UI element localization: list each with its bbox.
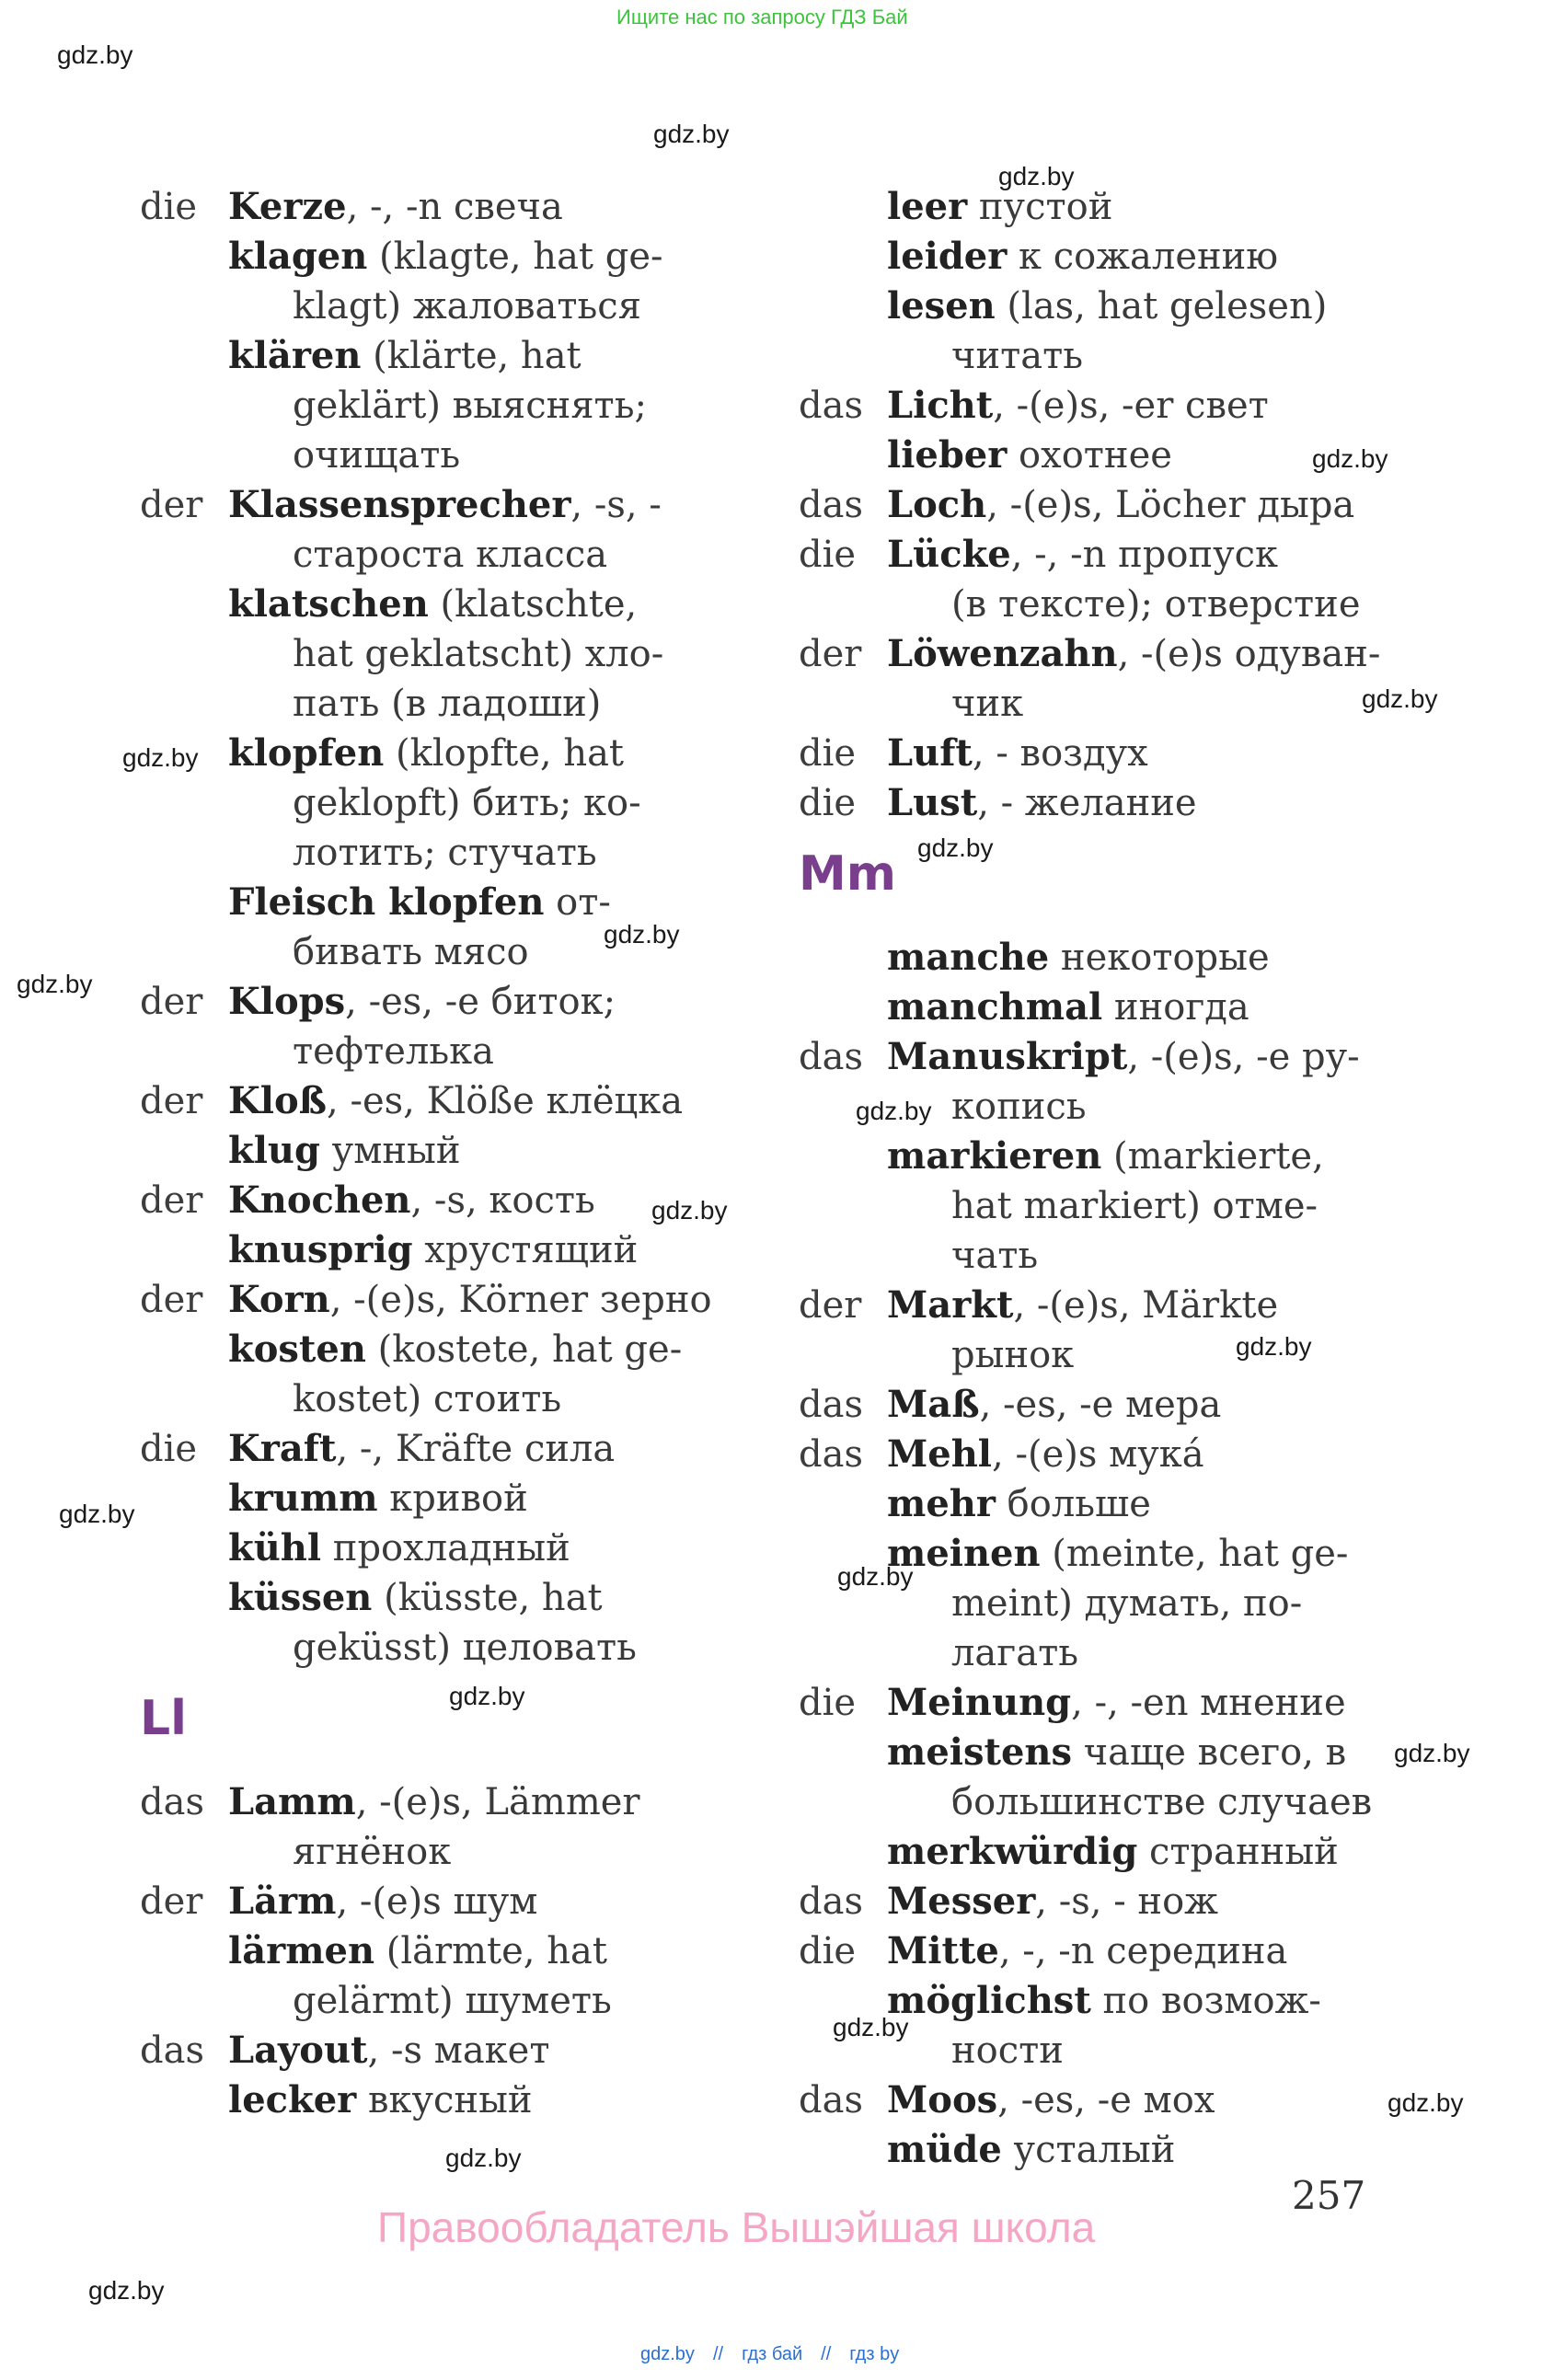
entry-continuation — [951, 1777, 1372, 1827]
entry-definition: geklärt) выяснять; — [293, 385, 647, 427]
entry-definition: некоторые — [1049, 937, 1270, 979]
entry-continuation — [951, 1082, 1087, 1132]
entry-headword: Loch — [887, 483, 987, 526]
dictionary-line — [0, 1430, 1543, 1479]
entry-text — [887, 530, 1278, 580]
dictionary-line — [0, 778, 1543, 828]
dictionary-line — [0, 282, 1543, 331]
entry-definition: (klärte, hat — [361, 335, 582, 377]
entry-article: die — [140, 186, 198, 228]
dictionary-line — [0, 1628, 1543, 1678]
entry-definition: (в тексте); отверстие — [951, 583, 1361, 626]
entry-headword: lecker — [228, 2078, 357, 2121]
watermark: gdz.by — [837, 1562, 914, 1591]
entry-definition: , -es, -e мера — [979, 1384, 1222, 1426]
entry-article: die — [799, 732, 857, 775]
entry-continuation — [951, 679, 1023, 729]
dictionary-line — [0, 1877, 1543, 1926]
entry-definition: читать — [951, 335, 1083, 377]
entry-definition: (meinte, hat ge- — [1040, 1533, 1349, 1575]
entry-text — [887, 1032, 1360, 1082]
entry-headword: möglichst — [887, 1979, 1091, 2022]
dictionary-line — [0, 530, 1543, 580]
dictionary-line — [0, 232, 1543, 282]
entry-definition: (lärmte, hat — [374, 1930, 607, 1972]
entry-text — [887, 1380, 1221, 1430]
entry-text — [887, 1430, 1204, 1479]
entry-definition: пустой — [967, 186, 1113, 228]
dictionary-line — [0, 1380, 1543, 1430]
dictionary-line — [0, 381, 1543, 431]
entry-definition: , -, -n свеча — [346, 186, 563, 228]
entry-text — [887, 1926, 1287, 1976]
top-search-note: Ищите нас по запросу ГДЗ Бай — [616, 6, 908, 29]
entry-definition: лагать — [951, 1632, 1078, 1674]
dictionary-line — [0, 331, 1543, 381]
entry-headword: Kloß — [228, 1079, 328, 1122]
dictionary-line — [0, 2125, 1543, 2175]
watermark: gdz.by — [651, 1196, 728, 1224]
entry-text — [887, 431, 1172, 480]
entry-article: der — [140, 1179, 203, 1222]
entry-text — [887, 1678, 1346, 1728]
entry-text — [887, 1877, 1218, 1926]
section-letter: Ll — [140, 1691, 187, 1746]
entry-article: das — [799, 1433, 863, 1476]
entry-headword: Licht — [887, 384, 994, 427]
entry-definition: (küsste, hat — [372, 1577, 603, 1619]
watermark: gdz.by — [917, 834, 994, 862]
entry-headword: Meinung — [887, 1681, 1072, 1724]
entry-definition: geküsst) целовать — [293, 1627, 637, 1669]
entry-definition: пать (в ладоши) — [293, 683, 602, 725]
entry-continuation — [951, 1231, 1038, 1281]
dictionary-line — [0, 1827, 1543, 1877]
entry-headword: Lamm — [228, 1780, 356, 1823]
section-letter: Mm — [799, 846, 896, 902]
watermark: gdz.by — [998, 162, 1075, 190]
entry-article: der — [140, 484, 203, 526]
dictionary-line — [0, 580, 1543, 629]
entry-definition: , -(e)s, -e ру- — [1127, 1036, 1360, 1078]
entry-article: der — [140, 1080, 203, 1122]
entry-headword: leer — [887, 185, 968, 228]
entry-definition: , -s, кость — [410, 1179, 595, 1222]
entry-definition: , -(e)s, Körner зерно — [329, 1279, 712, 1321]
watermark: gdz.by — [1362, 684, 1438, 713]
dictionary-line — [0, 1330, 1543, 1380]
entry-text — [887, 729, 1148, 778]
dictionary-line — [0, 933, 1543, 983]
entry-article: die — [799, 534, 857, 576]
link-separator: // — [712, 2344, 724, 2364]
entry-article: die — [799, 782, 857, 824]
entry-headword: knusprig — [228, 1228, 413, 1271]
entry-definition: чик — [951, 683, 1024, 725]
entry-definition: , -(e)s шум — [336, 1880, 538, 1923]
entry-headword: krumm — [228, 1477, 378, 1520]
dictionary-line — [0, 983, 1543, 1032]
entry-definition: иногда — [1102, 986, 1249, 1029]
entry-headword: Luft — [887, 731, 973, 775]
entry-definition: , -(e)s, Lämmer — [355, 1781, 640, 1823]
watermark: gdz.by — [1388, 2088, 1464, 2117]
watermark: gdz.by — [1236, 1332, 1312, 1361]
entry-definition: усталый — [1001, 2129, 1176, 2171]
entry-article: das — [799, 385, 863, 427]
entry-continuation — [293, 828, 597, 878]
entry-continuation — [951, 1628, 1078, 1678]
entry-article: das — [140, 1781, 204, 1823]
entry-text — [887, 480, 1354, 530]
entry-headword: Maß — [887, 1383, 980, 1426]
entry-definition: , -es, -e биток; — [345, 981, 616, 1023]
watermark: gdz.by — [653, 120, 730, 148]
watermark: gdz.by — [833, 2013, 909, 2041]
entry-headword: Knochen — [228, 1179, 411, 1222]
watermark: gdz.by — [445, 2144, 522, 2172]
dictionary-line — [0, 1082, 1543, 1132]
entry-definition: чаще всего, в — [1072, 1731, 1347, 1774]
entry-definition: копись — [951, 1086, 1087, 1128]
entry-headword: Moos — [887, 2078, 998, 2121]
watermark: gdz.by — [88, 2276, 165, 2305]
entry-definition: (klagte, hat ge- — [367, 236, 663, 278]
entry-definition: умный — [319, 1130, 461, 1172]
dictionary-line — [0, 729, 1543, 778]
entry-headword: Lust — [887, 781, 978, 824]
entry-definition: староста класса — [293, 534, 608, 576]
link-gdz-by[interactable]: gdz.by — [640, 2344, 695, 2364]
dictionary-line — [0, 1281, 1543, 1330]
entry-definition: (las, hat gelesen) — [995, 285, 1328, 328]
entry-definition: от- — [544, 881, 611, 924]
watermark: gdz.by — [449, 1682, 525, 1710]
entry-article: das — [799, 484, 863, 526]
entry-headword: kühl — [228, 1526, 322, 1569]
entry-text — [887, 1132, 1324, 1181]
entry-headword: Lücke — [887, 533, 1011, 576]
dictionary-line — [0, 679, 1543, 729]
dictionary-line — [0, 828, 1543, 878]
entry-definition: вкусный — [356, 2079, 533, 2121]
entry-definition: большинстве случаев — [951, 1781, 1373, 1823]
entry-headword: meinen — [887, 1532, 1041, 1575]
entry-definition: kostet) стоить — [293, 1378, 562, 1420]
entry-headword: Lärm — [228, 1880, 337, 1923]
watermark: gdz.by — [59, 1500, 135, 1528]
dictionary-line — [0, 1529, 1543, 1579]
entry-definition: , -(e)s, -er свет — [993, 385, 1269, 427]
entry-headword: klagen — [228, 235, 368, 278]
dictionary-line — [0, 1231, 1543, 1281]
entry-headword: mehr — [887, 1482, 996, 1525]
entry-article: die — [140, 1428, 198, 1470]
link-gdz-by-alt[interactable]: гдз by — [849, 2344, 900, 2364]
entry-text — [887, 1479, 1151, 1529]
watermark: gdz.by — [1312, 444, 1388, 473]
entry-definition: , -(e)s, Märkte — [1013, 1284, 1279, 1327]
entry-definition: , -es, Klöße клёцка — [327, 1080, 684, 1122]
entry-headword: markieren — [887, 1134, 1102, 1178]
entry-definition: , -s макет — [367, 2029, 550, 2072]
entry-headword: Mitte — [887, 1929, 999, 1972]
entry-text — [887, 983, 1249, 1032]
entry-definition: hat markiert) отме- — [951, 1185, 1318, 1227]
entry-definition: рынок — [951, 1334, 1075, 1376]
entry-text — [887, 381, 1269, 431]
dictionary-line — [0, 629, 1543, 679]
entry-article: der — [799, 633, 862, 675]
entry-headword: Klops — [228, 980, 346, 1023]
entry-definition: больше — [995, 1483, 1151, 1525]
watermark: gdz.by — [1394, 1739, 1470, 1767]
dictionary-line — [0, 2026, 1543, 2075]
entry-definition: ягнёнок — [293, 1831, 452, 1873]
dictionary-line — [0, 431, 1543, 480]
dictionary-line — [0, 1777, 1543, 1827]
entry-continuation — [951, 2026, 1064, 2075]
entry-definition: , -(e)s мукá — [992, 1433, 1204, 1476]
entry-definition: (kostete, hat ge- — [365, 1328, 683, 1371]
entry-headword: lärmen — [228, 1929, 375, 1972]
entry-headword: Kerze — [228, 185, 347, 228]
entry-headword: Kraft — [228, 1427, 337, 1470]
entry-text — [887, 2125, 1175, 2175]
entry-article: der — [140, 1279, 203, 1321]
entry-continuation — [951, 331, 1083, 381]
entry-text — [887, 778, 1197, 828]
entry-definition: , -, Kräfte сила — [336, 1428, 616, 1470]
entry-headword: müde — [887, 2128, 1002, 2171]
entry-headword: lieber — [887, 433, 1008, 477]
link-separator: // — [821, 2344, 832, 2364]
dictionary-line — [0, 182, 1543, 232]
entry-definition: (markierte, — [1101, 1135, 1324, 1178]
entry-text — [887, 1529, 1348, 1579]
entry-definition: , -(e)s одуван- — [1117, 633, 1381, 675]
entry-text — [887, 182, 1112, 232]
entry-article: der — [140, 1880, 203, 1923]
dictionary-line — [0, 1032, 1543, 1082]
entry-definition: , - желание — [977, 782, 1197, 824]
entry-headword: Mehl — [887, 1432, 993, 1476]
entry-headword: Messer — [887, 1880, 1036, 1923]
entry-headword: lesen — [887, 284, 996, 328]
entry-definition: охотнее — [1007, 434, 1172, 477]
entry-continuation — [951, 580, 1361, 629]
entry-text — [887, 1976, 1321, 2026]
entry-text — [887, 1728, 1346, 1777]
entry-continuation — [951, 1330, 1074, 1380]
watermark: gdz.by — [604, 920, 680, 949]
entry-text — [887, 629, 1380, 679]
entry-definition: klagt) жаловаться — [293, 285, 641, 328]
entry-definition: тефтелька — [293, 1030, 494, 1073]
entry-definition: gelärmt) шуметь — [293, 1980, 612, 2022]
entry-definition: (klopfte, hat — [384, 732, 624, 775]
entry-headword: leider — [887, 235, 1008, 278]
entry-headword: meistens — [887, 1730, 1073, 1774]
entry-continuation — [951, 1181, 1318, 1231]
watermark: gdz.by — [122, 743, 199, 772]
entry-headword: Klassensprecher — [228, 483, 571, 526]
entry-text — [887, 933, 1270, 983]
link-gdz-bai[interactable]: гдз бай — [742, 2344, 803, 2364]
entry-definition: очищать — [293, 434, 461, 477]
entry-definition: geklopft) бить; ко- — [293, 782, 641, 824]
entry-text — [887, 282, 1327, 331]
entry-headword: klug — [228, 1129, 320, 1172]
entry-definition: , - воздух — [972, 732, 1148, 775]
dictionary-line — [0, 1926, 1543, 1976]
dictionary-line — [0, 2075, 1543, 2125]
entry-text — [887, 1827, 1339, 1877]
entry-headword: küssen — [228, 1576, 373, 1619]
entry-article: das — [799, 1880, 863, 1923]
dictionary-line — [0, 1132, 1543, 1181]
entry-headword: klären — [228, 334, 362, 377]
copyright-notice: Правообладатель Вышэйшая школа — [377, 2203, 1096, 2251]
entry-headword: Manuskript — [887, 1035, 1128, 1078]
entry-article: das — [799, 1384, 863, 1426]
page-number: 257 — [1292, 2173, 1366, 2218]
entry-headword: Löwenzahn — [887, 632, 1118, 675]
entry-text — [887, 232, 1278, 282]
entry-article: der — [140, 981, 203, 1023]
entry-definition: , -(e)s, Löcher дыра — [986, 484, 1355, 526]
dictionary-line — [0, 1479, 1543, 1529]
entry-article: das — [140, 2029, 204, 2072]
dictionary-line — [0, 1728, 1543, 1777]
dictionary-line — [0, 878, 1543, 927]
entry-headword: klopfen — [228, 731, 385, 775]
entry-headword: kosten — [228, 1328, 366, 1371]
bottom-links — [631, 2344, 908, 2365]
entry-definition: хрустящий — [412, 1229, 639, 1271]
entry-definition: , -s, - — [570, 484, 662, 526]
entry-definition: , -, -en мнение — [1071, 1682, 1346, 1724]
entry-headword: Layout — [228, 2029, 368, 2072]
dictionary-line — [0, 480, 1543, 530]
entry-headword: Markt — [887, 1283, 1014, 1327]
entry-definition: (klatschte, — [428, 583, 638, 626]
entry-article: die — [799, 1930, 857, 1972]
entry-definition: , -es, -e мох — [997, 2079, 1215, 2121]
dictionary-line — [0, 1976, 1543, 2026]
entry-article: das — [799, 2079, 863, 2121]
entry-definition: по возмож- — [1090, 1980, 1321, 2022]
entry-definition: ности — [951, 2029, 1064, 2072]
entry-headword: manchmal — [887, 985, 1103, 1029]
entry-headword: klatschen — [228, 582, 429, 626]
entry-definition: странный — [1137, 1831, 1339, 1873]
entry-text — [228, 878, 611, 927]
entry-definition: hat geklatscht) хло- — [293, 633, 664, 675]
entry-headword: Fleisch klopfen — [228, 880, 545, 924]
entry-definition: кривой — [377, 1477, 528, 1520]
entry-definition: бивать мясо — [293, 931, 529, 973]
entry-definition: , -s, - нож — [1035, 1880, 1218, 1923]
entry-definition: , -, -n середина — [998, 1930, 1288, 1972]
dictionary-line — [0, 1678, 1543, 1728]
entry-definition: чать — [951, 1235, 1039, 1277]
entry-definition: к сожалению — [1007, 236, 1279, 278]
dictionary-line — [0, 1181, 1543, 1231]
watermark: gdz.by — [17, 970, 93, 998]
entry-definition: , -, -n пропуск — [1010, 534, 1279, 576]
entry-definition: прохладный — [321, 1527, 570, 1569]
entry-definition: лотить; стучать — [293, 832, 597, 874]
entry-text — [887, 1281, 1278, 1330]
watermark: gdz.by — [856, 1097, 932, 1125]
entry-headword: Korn — [228, 1278, 330, 1321]
entry-text — [887, 2075, 1215, 2125]
entry-article: das — [799, 1036, 863, 1078]
entry-headword: merkwürdig — [887, 1830, 1138, 1873]
watermark: gdz.by — [57, 40, 133, 69]
dictionary-line — [0, 1579, 1543, 1628]
entry-continuation — [951, 1579, 1302, 1628]
entry-article: die — [799, 1682, 857, 1724]
entry-headword: manche — [887, 936, 1050, 979]
entry-definition: meint) думать, по- — [951, 1582, 1303, 1625]
entry-article: der — [799, 1284, 862, 1327]
